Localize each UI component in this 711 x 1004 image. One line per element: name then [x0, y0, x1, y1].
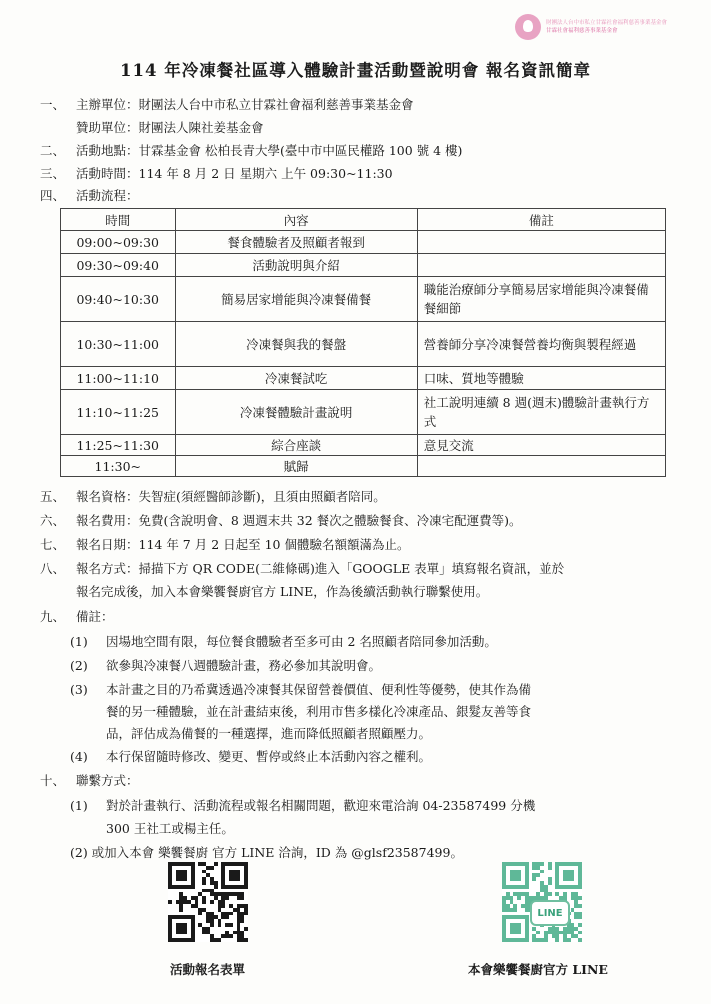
logo-icon [515, 14, 541, 40]
table-row [61, 367, 666, 390]
row-time: 11:25~11:30 [61, 435, 176, 456]
logo-line-1: 財團法人台中市私立甘霖社會福利慈善事業基金會 [546, 20, 668, 26]
row-note: 意見交流 [417, 435, 665, 456]
contact-1-number: (1) [70, 798, 88, 813]
event-time: 活動時間：114 年 8 月 2 日 星期六 上午 09:30~11:30 [76, 166, 393, 181]
section-8-number: 八、 [40, 561, 66, 576]
table-header-row [61, 209, 666, 231]
note-3-line-3: 品，評估成為備餐的一種選擇，進而降低照顧者照顧壓力。 [106, 726, 432, 741]
note-3-line-2: 餐的另一種體驗，並在計畫結束後，利用市售多樣化冷凍產品、銀髮友善等食 [106, 704, 532, 719]
row-content: 綜合座談 [175, 435, 417, 456]
note-2-number: (2) [70, 658, 88, 673]
note-3-line-1: 本計畫之目的乃希冀透過冷凍餐其保留營養價值、便利性等優勢，使其作為備 [106, 682, 532, 697]
row-time: 11:30~ [61, 456, 176, 477]
row-note [417, 456, 665, 477]
organizer: 主辦單位：財團法人台中市私立甘霖社會福利慈善事業基金會 [76, 97, 414, 112]
logo-line-2: 甘霖社會福利慈善事業基金會 [546, 28, 618, 34]
registration-form-qr-code[interactable] [168, 862, 248, 942]
contact-1-line-1: 對於計畫執行、活動流程或報名相關問題，歡迎來電洽詢 04-23587499 分機 [106, 798, 536, 813]
row-time: 09:00~09:30 [61, 231, 176, 254]
schedule-heading: 活動流程： [76, 188, 139, 203]
fee: 報名費用：免費(含說明會、8 週週末共 32 餐次之體驗餐食、冷凍宅配運費等)。 [76, 513, 522, 528]
row-content: 冷凍餐試吃 [175, 367, 417, 390]
row-time: 09:40~10:30 [61, 277, 176, 322]
row-time: 09:30~09:40 [61, 254, 176, 277]
eligibility: 報名資格：失智症(須經醫師診斷)，且須由照顧者陪同。 [76, 489, 386, 504]
contact-2: (2) 或加入本會 樂饗餐廚 官方 LINE 洽詢，ID 為 @glsf23587499。 [70, 845, 463, 860]
section-10-number: 十、 [40, 773, 66, 788]
table-row [61, 456, 666, 477]
table-row [61, 435, 666, 456]
table-row [61, 254, 666, 277]
row-content: 簡易居家增能與冷凍餐備餐 [175, 277, 417, 322]
registration-method-2: 報名完成後，加入本會樂饗餐廚官方 LINE，作為後續活動執行聯繫使用。 [76, 584, 489, 599]
table-row [61, 277, 666, 322]
row-note [417, 254, 665, 277]
row-time: 10:30~11:00 [61, 322, 176, 367]
contact-heading: 聯繫方式： [76, 773, 139, 788]
table-row [61, 390, 666, 435]
page-title: 114 年冷凍餐社區導入體驗計畫活動暨說明會 報名資訊簡章 [120, 61, 591, 80]
row-content: 冷凍餐體驗計畫說明 [175, 390, 417, 435]
header-note: 備註 [417, 209, 665, 231]
venue: 活動地點：甘霖基金會 松柏長青大學(臺中市中區民權路 100 號 4 樓) [76, 143, 463, 158]
section-9-number: 九、 [40, 609, 66, 624]
header-time: 時間 [61, 209, 176, 231]
registration-form-qr-label: 活動報名表單 [170, 962, 246, 977]
sponsor: 贊助單位：財團法人陳社姜基金會 [76, 120, 264, 135]
table-row [61, 322, 666, 367]
note-4-number: (4) [70, 749, 88, 764]
note-3-number: (3) [70, 682, 88, 697]
row-time: 11:10~11:25 [61, 390, 176, 435]
registration-date: 報名日期：114 年 7 月 2 日起至 10 個體驗名額額滿為止。 [76, 537, 410, 552]
section-1-number: 一、 [40, 97, 66, 112]
note-2: 欲參與冷凍餐八週體驗計畫，務必參加其說明會。 [106, 658, 382, 673]
row-content: 餐食體驗者及照顧者報到 [175, 231, 417, 254]
row-note [417, 231, 665, 254]
note-1: 因場地空間有限，每位餐食體驗者至多可由 2 名照顧者陪同參加活動。 [106, 634, 497, 649]
foundation-logo [515, 12, 695, 42]
section-7-number: 七、 [40, 537, 66, 552]
row-content: 賦歸 [175, 456, 417, 477]
row-content: 活動說明與介紹 [175, 254, 417, 277]
line-logo-icon: LINE [530, 900, 570, 926]
schedule-table [60, 208, 666, 477]
section-4-number: 四、 [40, 188, 66, 203]
table-row [61, 231, 666, 254]
line-official-qr-label: 本會樂饗餐廚官方 LINE [468, 962, 608, 977]
row-note: 口味、質地等體驗 [417, 367, 665, 390]
row-time: 11:00~11:10 [61, 367, 176, 390]
row-note: 營養師分享冷凍餐營養均衡與製程經過 [417, 322, 665, 367]
section-6-number: 六、 [40, 513, 66, 528]
registration-method-1: 報名方式：掃描下方 QR CODE(二維條碼)進入「GOOGLE 表單」填寫報名資訊，並於 [76, 561, 565, 576]
row-note: 社工說明連續 8 週(週末)體驗計畫執行方式 [417, 390, 665, 435]
note-1-number: (1) [70, 634, 88, 649]
contact-1-line-2: 300 王社工或楊主任。 [106, 821, 234, 836]
notes-heading: 備註： [76, 609, 114, 624]
section-5-number: 五、 [40, 489, 66, 504]
section-3-number: 三、 [40, 166, 66, 181]
section-2-number: 二、 [40, 143, 66, 158]
row-content: 冷凍餐與我的餐盤 [175, 322, 417, 367]
header-content: 內容 [175, 209, 417, 231]
note-4: 本行保留隨時修改、變更、暫停或終止本活動內容之權利。 [106, 749, 432, 764]
row-note: 職能治療師分享簡易居家增能與冷凍餐備餐細節 [417, 277, 665, 322]
